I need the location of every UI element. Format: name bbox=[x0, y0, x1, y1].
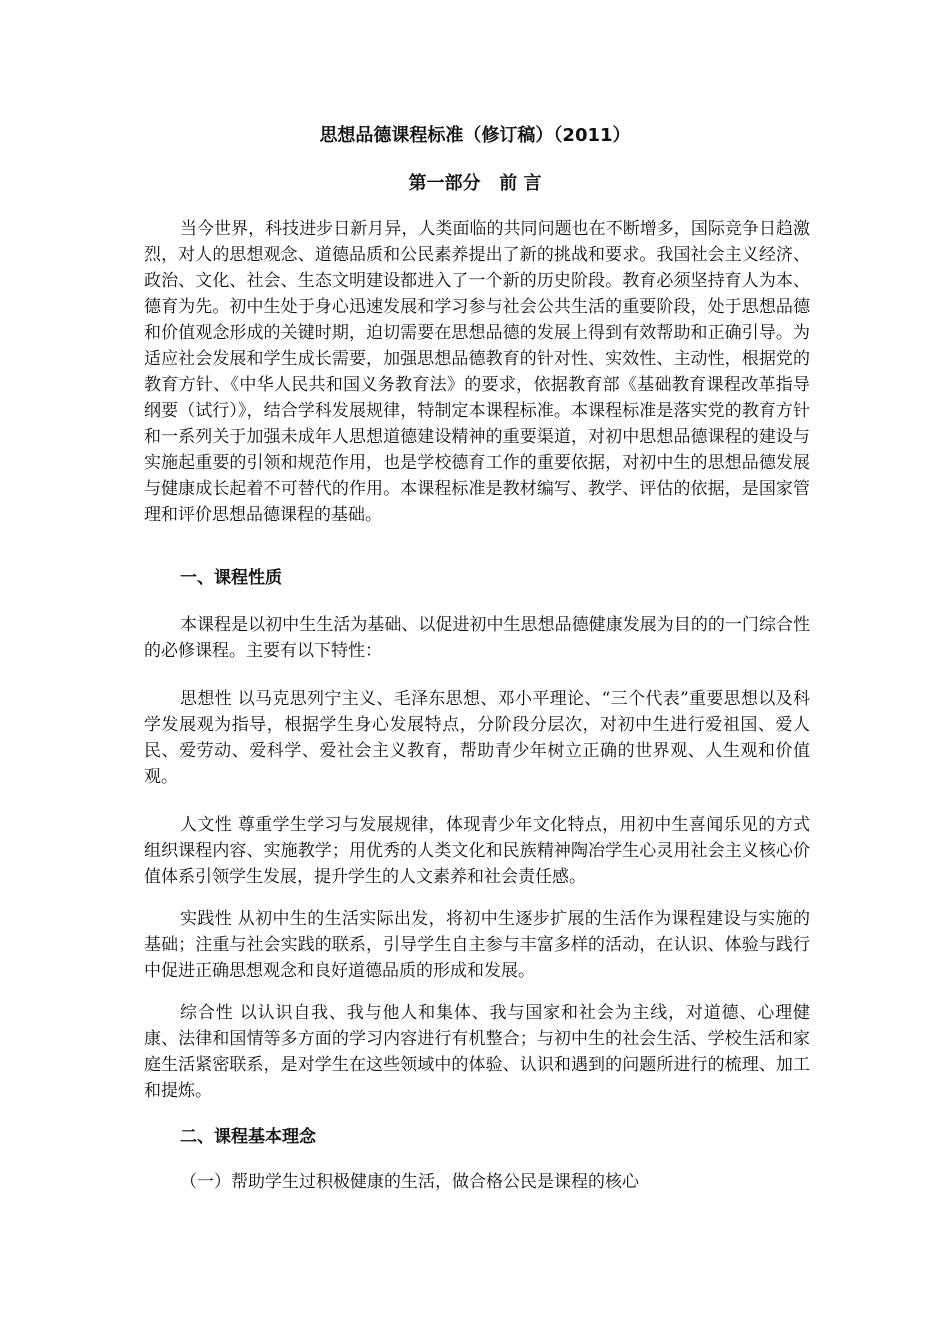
section-heading-basic-ideas: 二、课程基本理念 bbox=[180, 1127, 316, 1147]
humanities-paragraph: 人文性 尊重学生学习与发展规律，体现青少年文化特点，用初中生喜闻乐见的方式组织课程内容、实施教学；用优秀的人类文化和民族精神陶冶学生心灵用社会主义核心价值体系引领学生发展，提升学生的人文素养和社会责任感。 bbox=[144, 815, 810, 887]
comprehensive-paragraph: 综合性 以认识自我、我与他人和集体、我与国家和社会为主线，对道德、心理健康、法律和国情等多方面的学习内容进行有机整合；与初中生的社会生活、学校生活和家庭生活紧密联系，是对学生在这些领域中的体验、认识和遇到的问题所进行的梳理、加工和提炼。 bbox=[144, 1003, 810, 1101]
document-title: 思想品德课程标准（修订稿）（2011） bbox=[319, 125, 631, 146]
practice-paragraph: 实践性 从初中生的生活实际出发，将初中生逐步扩展的生活作为课程建设与实施的基础；注重与社会实践的联系，引导学生自主参与丰富多样的活动，在认识、体验与践行中促进正确思想观念和良好道德品质的形成和发展。 bbox=[144, 909, 810, 981]
course-nature-intro-paragraph: 本课程是以初中生生活为基础、以促进初中生思想品德健康发展为目的的一门综合性的必修课程。主要有以下特性： bbox=[144, 615, 810, 661]
part-title: 第一部分 前 言 bbox=[408, 173, 542, 194]
subheading-one: （一）帮助学生过积极健康的生活，做合格公民是课程的核心 bbox=[180, 1172, 639, 1192]
thought-paragraph: 思想性 以马克思列宁主义、毛泽东思想、邓小平理论、“三个代表”重要思想以及科学发展观为指导，根据学生身心发展特点，分阶段分层次，对初中生进行爱祖国、爱人民、爱劳动、爱科学、爱社会主义教育，帮助青少年树立正确的世界观、人生观和价值观。 bbox=[144, 689, 810, 787]
intro-paragraph: 当今世界，科技进步日新月异，人类面临的共同问题也在不断增多，国际竞争日趋激烈，对人的思想观念、道德品质和公民素养提出了新的挑战和要求。我国社会主义经济、政治、文化、社会、生态文明建设都进入了一个新的历史阶段。教育必须坚持育人为本、德育为先。初中生处于身心迅速发展和学习参与社会公共生活的重要阶段，处于思想品德和价值观念形成的关键时期，迫切需要在思想品德的发展上得到有效帮助和正确引导。为适应社会发展和学生成长需要，加强思想品德教育的针对性、实效性、主动性，根据党的教育方针、《中华人民共和国义务教育法》的要求，依据教育部《基础教育课程改革指导纲要（试行）》，结合学科发展规律，特制定本课程标准。本课程标准是落实党的教育方针和一系列关于加强未成年人思想道德建设精神的重要渠道，对初中思想品德课程的建设与实施起重要的引领和规范作用，也是学校德育工作的重要依据，对初中生的思想品德发展与健康成长起着不可替代的作用。本课程标准是教材编写、教学、评估的依据，是国家管理和评价思想品德课程的基础。 bbox=[144, 219, 810, 525]
section-heading-course-nature: 一、课程性质 bbox=[180, 568, 282, 588]
